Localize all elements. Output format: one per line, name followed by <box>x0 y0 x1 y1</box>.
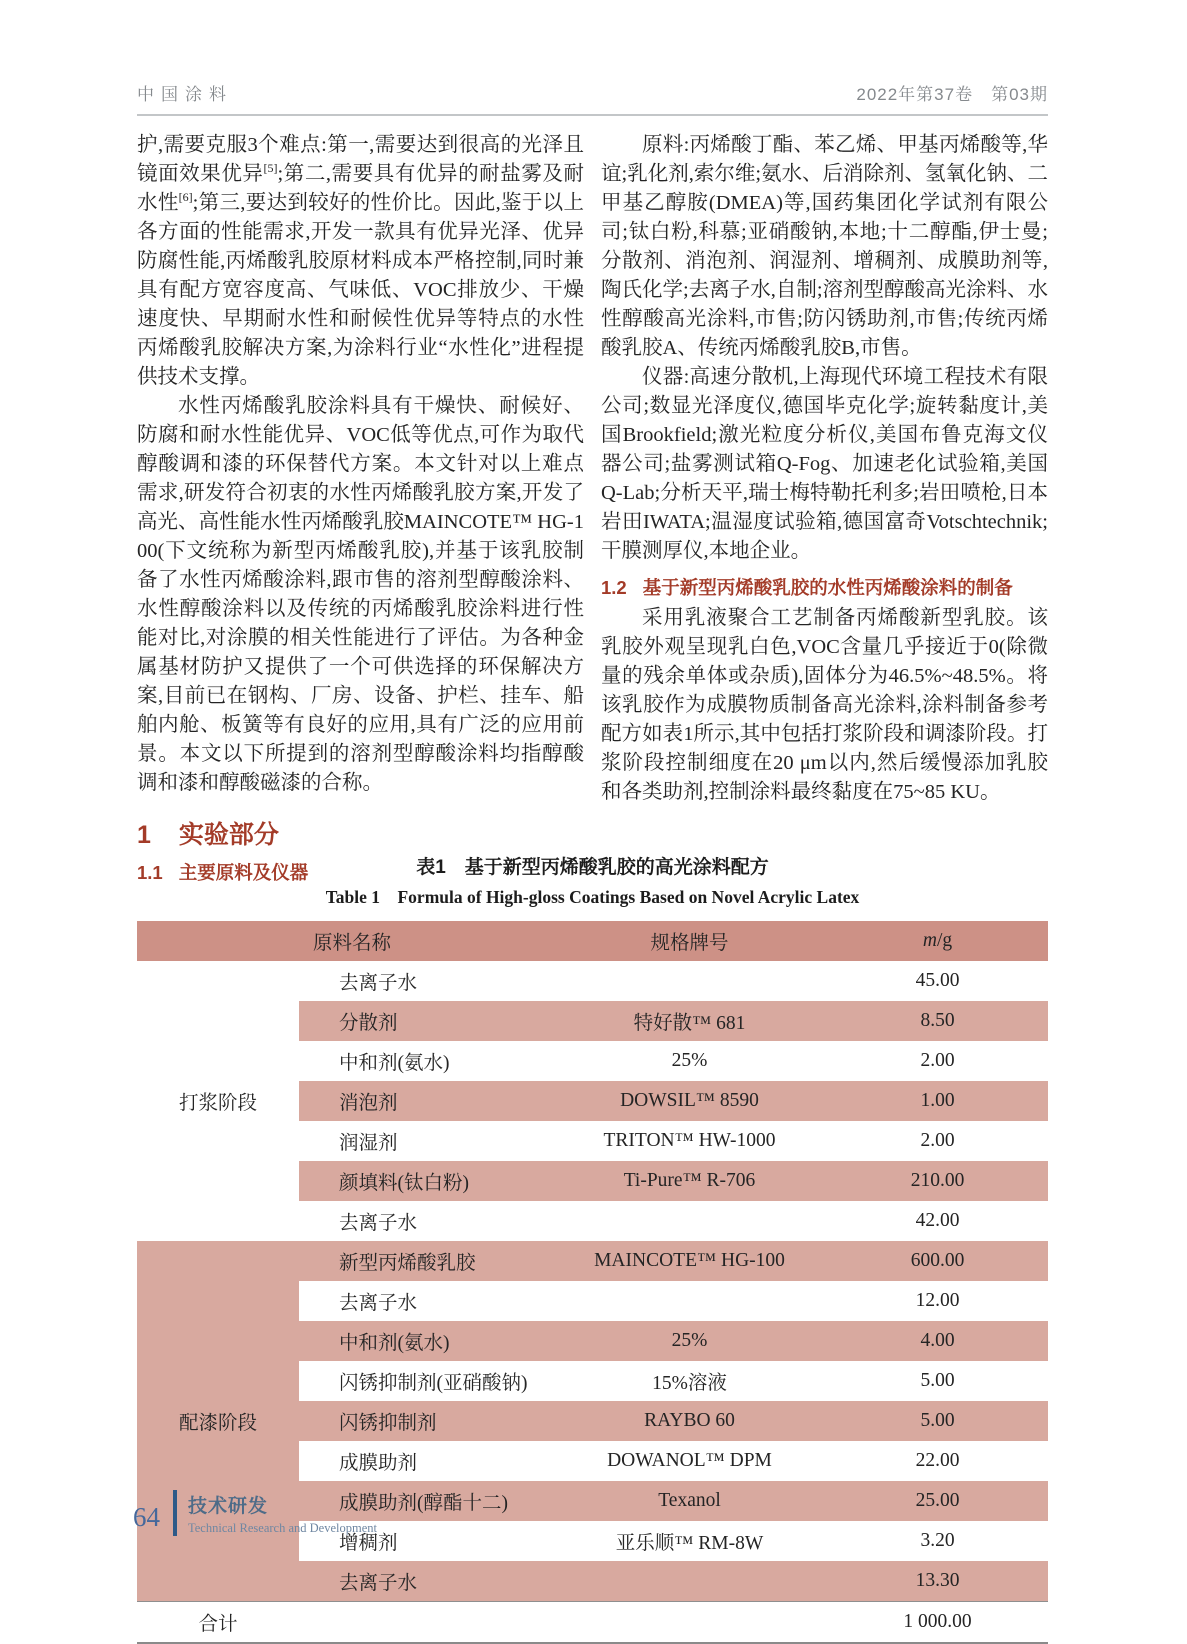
ingredient-cell: 颜填料(钛白粉) <box>299 1161 552 1201</box>
ingredient-cell <box>299 1602 552 1644</box>
spec-cell <box>552 961 827 1001</box>
section-number: 1 <box>137 821 151 849</box>
paragraph: 水性丙烯酸乳胶涂料具有干燥快、耐候好、防腐和耐水性能优异、VOC低等优点,可作为取代醇酸调和漆的环保替代方案。本文针对以上难点需求,研发符合初衷的水性丙烯酸乳胶方案,开发了高光、高性能水性丙烯酸乳胶MAINCOTE™ HG-100(下文统称为新型丙烯酸乳胶),并基于该乳胶制备了水性丙烯酸涂料,跟市售的溶剂型醇酸涂料、水性醇酸涂料以及传统的丙烯酸乳胶涂料进行性能对比,对涂膜的相关性能进行了评估。为各种金属基材防护又提供了一个可供选择的环保解决方案,目前已在钢构、厂房、设备、护栏、挂车、船舶内舱、板簧等有良好的应用,具有广泛的应用前景。本文以下所提到的溶剂型醇酸涂料均指醇酸调和漆和醇酸磁漆的合称。 <box>137 395 584 794</box>
section-number: 1.1 <box>137 862 163 883</box>
table-title-zh: 表1 基于新型丙烯酸乳胶的高光涂料配方 <box>416 857 769 878</box>
value-cell: 2.00 <box>920 1050 955 1071</box>
section-title: 基于新型丙烯酸乳胶的水性丙烯酸涂料的制备 <box>642 577 1013 598</box>
citation-ref-5: [5] <box>263 161 278 176</box>
section-number: 1.2 <box>601 577 627 598</box>
page-header <box>137 80 1048 116</box>
ingredient-cell: 闪锈抑制剂(亚硝酸钠) <box>339 1373 528 1394</box>
footer-section-en: Technical Research and Development <box>188 1520 377 1535</box>
value-cell: 3.20 <box>920 1530 955 1551</box>
spec-cell <box>552 1602 827 1644</box>
spec-cell: 特好散™ 681 <box>552 1001 827 1041</box>
spec-cell: MAINCOTE™ HG-100 <box>552 1241 827 1281</box>
total-value-cell: 1 000.00 <box>903 1611 972 1632</box>
value-cell: 25.00 <box>827 1481 1048 1521</box>
value-cell: 5.00 <box>827 1401 1048 1441</box>
spec-column-header: 规格牌号 <box>552 921 827 961</box>
paragraph-instruments: 仪器:高速分散机,上海现代环境工程技术有限公司;数显光泽度仪,德国毕克化学;旋转黏度计,美国Brookfield;激光粒度分析仪,美国布鲁克海文仪器公司;盐雾测试箱Q-Fog、加速老化试验箱,美国Q-Lab;分析天平,瑞士梅特勒托利多;岩田喷枪,日本岩田IWATA;温湿度试验箱,德国富奇Votschtechnik;干膜测厚仪,本地企业。 <box>601 366 1048 562</box>
ingredient-cell: 新型丙烯酸乳胶 <box>299 1241 552 1281</box>
paragraph-text: ;第二,需要具有优异的耐盐雾及耐水性 <box>137 163 584 214</box>
ingredient-cell: 中和剂(氨水) <box>299 1321 552 1361</box>
footer-divider-bar <box>173 1490 177 1536</box>
ingredient-cell: 闪锈抑制剂 <box>299 1401 552 1441</box>
spec-cell <box>552 1201 827 1241</box>
ingredient-cell: 分散剂 <box>299 1001 552 1041</box>
value-cell: 8.50 <box>827 1001 1048 1041</box>
mass-column-header <box>827 921 1048 961</box>
ingredient-cell: 消泡剂 <box>299 1081 552 1121</box>
stage-header-cell <box>137 921 299 961</box>
spec-cell: TRITON™ HW-1000 <box>603 1130 776 1151</box>
value-cell: 2.00 <box>920 1130 955 1151</box>
spec-cell: Ti-Pure™ R-706 <box>552 1161 827 1201</box>
spec-cell <box>552 1561 827 1602</box>
spec-cell: 25% <box>552 1321 827 1361</box>
spec-cell: 15%溶液 <box>652 1373 727 1394</box>
page-footer <box>133 1490 377 1536</box>
ingredient-cell: 去离子水 <box>339 973 418 994</box>
value-cell: 45.00 <box>915 970 960 991</box>
mass-unit: /g <box>936 930 953 951</box>
issue-info: 2022年第37卷 第03期 <box>856 85 1048 104</box>
value-cell: 13.30 <box>827 1561 1048 1602</box>
value-cell: 210.00 <box>827 1161 1048 1201</box>
ingredient-cell: 润湿剂 <box>339 1133 398 1154</box>
section-title: 主要原料及仪器 <box>178 862 309 883</box>
ingredient-cell: 去离子水 <box>299 1561 552 1602</box>
ingredient-cell: 中和剂(氨水) <box>339 1053 450 1074</box>
total-label-cell: 合计 <box>198 1614 238 1635</box>
footer-section-zh: 技术研发 <box>188 1495 269 1517</box>
spec-cell: 25% <box>671 1050 708 1071</box>
value-cell: 42.00 <box>915 1210 960 1231</box>
page-number: 64 <box>133 1501 160 1532</box>
table-row <box>137 961 1048 1001</box>
spec-cell: Texanol <box>552 1481 827 1521</box>
ingredient-cell: 去离子水 <box>339 1293 418 1314</box>
spec-cell: RAYBO 60 <box>552 1401 827 1441</box>
paragraph-continuation <box>137 131 584 392</box>
table-title-en: Table 1 Formula of High-gloss Coatings Based on Novel Acrylic Latex <box>325 887 860 907</box>
spec-cell: 亚乐顺™ RM-8W <box>615 1533 764 1554</box>
ingredient-cell: 成膜助剂 <box>339 1453 418 1474</box>
table-header-row <box>137 921 1048 961</box>
text-columns <box>137 131 1048 889</box>
left-column <box>137 131 584 889</box>
paragraph-text: 护,需要克服3个难点:第一,需要达到很高的光泽且镜面效果优异 <box>137 134 584 185</box>
ingredient-cell: 增稠剂 <box>339 1533 398 1554</box>
value-cell: 600.00 <box>827 1241 1048 1281</box>
value-cell: 5.00 <box>920 1370 955 1391</box>
stage-cell: 配漆阶段 <box>137 1241 299 1602</box>
total-row <box>137 1602 1048 1644</box>
footer-section <box>188 1491 377 1536</box>
table-row <box>137 1241 1048 1281</box>
spec-cell <box>552 1281 827 1321</box>
paragraph-text: ;第三,要达到较好的性价比。因此,鉴于以上各方面的性能需求,开发一款具有优异光泽、优异防腐性能,丙烯酸乳胶原材料成本严格控制,同时兼具有配方宽容度高、气味低、VOC排放少、干燥速度快、早期耐水性和耐候性优异等特点的水性丙烯酸乳胶解决方案,为涂料行业“水性化”进程提供技术支撑。 <box>137 192 584 388</box>
value-cell: 12.00 <box>915 1290 960 1311</box>
value-cell: 22.00 <box>915 1450 960 1471</box>
ingredient-cell: 成膜助剂(醇酯十二) <box>299 1481 552 1521</box>
section-title: 实验部分 <box>178 821 279 849</box>
ingredient-cell: 去离子水 <box>339 1213 418 1234</box>
spec-cell: DOWANOL™ DPM <box>607 1450 772 1471</box>
material-column-header: 原料名称 <box>299 921 552 961</box>
spec-cell: DOWSIL™ 8590 <box>552 1081 827 1121</box>
paragraph-preparation: 采用乳液聚合工艺制备丙烯酸新型乳胶。该乳胶外观呈现乳白色,VOC含量几乎接近于0(除微量的残余单体或杂质),固体分为46.5%~48.5%。将该乳胶作为成膜物质制备高光涂料,涂料制备参考配方如表1所示,其中包括打浆阶段和调漆阶段。打浆阶段控制细度在20 μm以内,然后缓慢添加乳胶和各类助剂,控制涂料最终黏度在75~85 KU。 <box>601 607 1048 803</box>
section-heading-1 <box>137 815 584 851</box>
right-column <box>601 131 1048 889</box>
paragraph-materials: 原料:丙烯酸丁酯、苯乙烯、甲基丙烯酸等,华谊;乳化剂,索尔维;氨水、后消除剂、氢氧化钠、二甲基乙醇胺(DMEA)等,国药集团化学试剂有限公司;钛白粉,科慕;亚硝酸钠,本地;十二醇酯,伊士曼;分散剂、消泡剂、润湿剂、增稠剂、成膜助剂等,陶氏化学;去离子水,自制;溶剂型醇酸高光涂料、水性醇酸高光涂料,市售;防闪锈助剂,市售;传统丙烯酸乳胶A、传统丙烯酸乳胶B,市售。 <box>601 134 1049 359</box>
citation-ref-6: [6] <box>178 190 193 205</box>
journal-title: 中国涂料 <box>137 85 233 104</box>
stage-cell: 打浆阶段 <box>137 961 299 1241</box>
value-cell: 4.00 <box>827 1321 1048 1361</box>
value-cell: 1.00 <box>827 1081 1048 1121</box>
mass-symbol: m <box>922 930 937 951</box>
section-heading-1-2 <box>601 574 1048 600</box>
